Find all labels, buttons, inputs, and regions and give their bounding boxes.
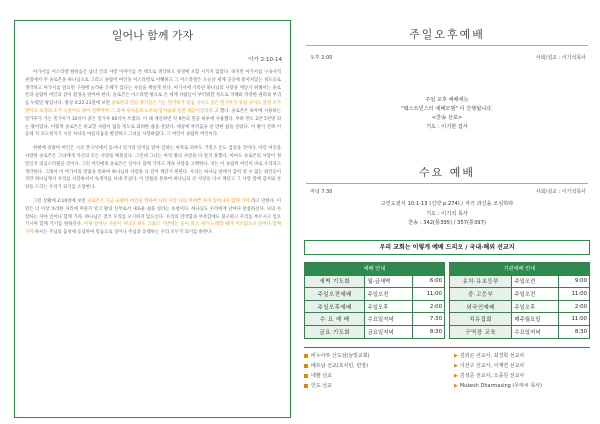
missionary-names-text: 김성준 선교사, 오종원 선교사 bbox=[459, 373, 525, 379]
schedule-time: 6:00 bbox=[413, 275, 445, 288]
wednesday-leader: 사회/설교 : 이기석목사 bbox=[535, 189, 586, 195]
schedule-row bbox=[450, 288, 590, 301]
missionary-names bbox=[454, 372, 524, 379]
schedule-detail: 금요일저녁 bbox=[365, 325, 413, 338]
afternoon-line-2: "웨스트민스터 예배모범" 이 진행됩니다. bbox=[401, 106, 493, 112]
missionary-names bbox=[454, 352, 524, 359]
sermon-text: 고 했다. 솔로몬은 하루에 사용하는 밀가루가 가는 밀가루가 30석이 굵은 밀가루 60석이 쓰였다. 이 때 계산하면 약 9톤의 밀을 하루에 사용했다. 부하 만도 2만 5천명 되는 왕이었다. 이렇게 솔로몬은 비교할 사람이 없을 정도로 화려한 삶을 살았다. 세상에 부러움을 살 만한 삶을 살았다. 이 왕이 전혀 이 동네 저 포도원지기 시골 처녀의 아름다움을 발견하고 그녀를 사랑하였다. 그 여인이 솔람미 여인이다. bbox=[25, 108, 281, 138]
schedule-detail: 주일오전 bbox=[365, 288, 413, 301]
arrow-icon: ▶ bbox=[454, 353, 458, 359]
missionary-names bbox=[454, 382, 542, 389]
schedule-time: 9:00 bbox=[559, 275, 590, 288]
afternoon-leader: 사회/설교 : 이기석목사 bbox=[535, 55, 586, 61]
schedule-detail: 수요일저녁 bbox=[365, 313, 413, 326]
schedule-row bbox=[305, 275, 445, 288]
sermon-paragraph bbox=[25, 69, 281, 139]
square-bullet-icon bbox=[304, 384, 308, 388]
mission-field bbox=[304, 372, 332, 379]
square-bullet-icon bbox=[304, 354, 308, 358]
schedule-row bbox=[305, 288, 445, 301]
sermon-paragraph bbox=[25, 145, 281, 192]
worship-schedule-header: 예배 안내 bbox=[305, 263, 445, 276]
schedule-label: 수 요 예 배 bbox=[305, 313, 365, 326]
schedule-time: 8:30 bbox=[559, 325, 590, 338]
sermon-paragraph bbox=[25, 198, 281, 237]
mission-row bbox=[304, 372, 590, 382]
sermon-body bbox=[25, 69, 281, 243]
schedule-row bbox=[305, 300, 445, 313]
afternoon-line-1: 주일 오후 예배에는 bbox=[425, 97, 469, 103]
schedule-row bbox=[450, 300, 590, 313]
schedule-detail: 주일오전 bbox=[512, 288, 559, 301]
schedule-label: 금요 기도회 bbox=[305, 325, 365, 338]
missionary-names-text: 이선구 선교사, 이재연 선교사 bbox=[459, 363, 525, 369]
square-bullet-icon bbox=[304, 364, 308, 368]
afternoon-time: 오후 2:00 bbox=[310, 55, 333, 61]
schedule-time: 11:00 bbox=[559, 288, 590, 301]
schedule-label: 새벽 기도회 bbox=[305, 275, 365, 288]
schedule-time: 2:00 bbox=[413, 300, 445, 313]
schedule-row bbox=[450, 325, 590, 338]
sermon-highlight: 이제 일어나 겨울이 지나고 비도 그쳤고 지면에는 꽃이 피고 새가 노래할 때가 이르렀으니 일어나 함께 가자 bbox=[25, 222, 281, 236]
schedule-time: 11:00 bbox=[413, 288, 445, 301]
schedule-row bbox=[305, 325, 445, 338]
worship-schedule-table bbox=[304, 262, 445, 339]
wednesday-title-rule bbox=[306, 183, 588, 184]
schedule-time: 8:30 bbox=[413, 325, 445, 338]
schedule-label: 유치·유초등부 bbox=[450, 275, 512, 288]
schedule-label: 치유집회 bbox=[450, 313, 512, 326]
schedule-time: 7:30 bbox=[413, 313, 445, 326]
schedule-detail: 주일오후 bbox=[512, 300, 559, 313]
wednesday-hymn: 찬송 : 342(통395) / 357(통397) bbox=[408, 220, 486, 226]
sermon-text: 그런 상황에 2:10절에 보면 bbox=[33, 198, 88, 204]
missionary-names-text: 김외곤 선교사, 최경희 선교사 bbox=[459, 353, 525, 359]
schedule-row bbox=[450, 275, 590, 288]
sermon-panel bbox=[14, 20, 291, 418]
sermon-highlight: 솔로몬의 일일 양식들은 가는 밀가루가 삼십 석이요 굵은 밀가루가 육십 석이요 살진 소가 열이요 초장의 소가 스물이요 양이 일백이며 그 외에 수사슴과 노루와 암사슴과 살진 새들이었더라 bbox=[25, 101, 281, 114]
schedule-label: 주일오후예배 bbox=[305, 300, 365, 313]
worship-info-banner: 우리 교회는 이렇게 예배 드리오 / 국내·해외 선교지 bbox=[304, 240, 590, 255]
afternoon-title: 주일오후예배 bbox=[409, 28, 485, 41]
mission-row bbox=[304, 382, 590, 392]
afternoon-title-rule bbox=[306, 45, 588, 46]
schedule-label: 중·고등부 bbox=[450, 288, 512, 301]
missions-list bbox=[304, 352, 590, 392]
mission-row bbox=[304, 362, 590, 372]
mission-field bbox=[304, 352, 370, 359]
afternoon-line-4: 기도 : 이기한 집사 bbox=[426, 124, 468, 130]
afternoon-line-3: <찬송 선포> bbox=[431, 115, 463, 121]
missions-divider bbox=[304, 347, 590, 348]
mission-field-name: 인도 선교 bbox=[311, 383, 332, 389]
schedule-time: 11:00 bbox=[559, 313, 590, 326]
mission-field-name: 네팔 선교 bbox=[311, 373, 332, 379]
schedule-label: 외국인예배 bbox=[450, 300, 512, 313]
schedule-label: 주일오전예배 bbox=[305, 288, 365, 301]
mission-field bbox=[304, 382, 332, 389]
sermon-text: 라고 말한다. 이 말은 더 이상 초라한 자리에 머물지 말고 왕의 신부로서 새로운 삶을 살라는 초청이다. 하나님도 우리에게 날마다 말씀하신다. 나의 사랑하는 자야 일어나 함께 가자. 하나님은 결코 우리를 포기하지 않으신다. 우리의 연약함과 부족함에도 불구하고 우리를 부르시고 일으키시며 함께 가기를 원하신다. bbox=[25, 198, 281, 228]
schedule-detail: 주일오전 bbox=[512, 275, 559, 288]
mission-field-name: 비누아투 산도섬(늘빛교회) bbox=[311, 353, 370, 359]
department-schedule-header: 기관예배 안내 bbox=[450, 263, 590, 276]
department-schedule-table bbox=[449, 262, 590, 339]
wednesday-prayer: 기도 : 이기석 목사 bbox=[426, 211, 468, 217]
schedule-detail: 월-금새벽 bbox=[365, 275, 413, 288]
schedule-detail: 수요일저녁 bbox=[512, 325, 559, 338]
sermon-reference: 아가 2:10-14 bbox=[248, 57, 282, 63]
mission-row bbox=[304, 352, 590, 362]
wednesday-scripture: 고린도전서 10:1-13 (신약 p.274) / 자기 과신을 조심하라 bbox=[380, 201, 514, 207]
missionary-names bbox=[454, 362, 524, 369]
schedule-label: 구역장 교육 bbox=[450, 325, 512, 338]
missionary-names-text: Mukesh Dharmasing (무마씨 목사) bbox=[459, 383, 543, 389]
sermon-text: 한편에 솔람미 여인은 시골 촌구석에서 동서나 일거리 먼지를 맡아 일하는 여자로 피부도 거칠고 손도 검었을 것이다. 이런 여인을 사랑한 솔로몬은 그녀에게 자신의 모든 사랑을 베풀었다. 그런데 그녀는 아직 왕의 사랑을 다 알지 못했다. 아마도 솔로몬의 사랑이 정말인지 의심스러웠을 것이다. 그런 여인에게 솔로몬은 일어나 함께 가자고 계속 사랑을 고백한다. 저는 이 솔람미 여인이 바로 우리라고 생각한다. 그래서 이 아가서의 말씀을 통하여 하나님의 사랑을 더 깊이 깨닫기 원한다. 우리는 하나님 앞에서 감히 설 수 없는 죄인들이지만 하나님께서 우리를 사랑하셔서 독생자를 보내 주셨다. 이 말씀을 통하여 하나님의 큰 사랑을 다시 깨닫고 그 사랑 앞에 감사와 찬양을 드리는 우리가 되기를 소망한다. bbox=[25, 146, 281, 191]
sermon-text: 하시는 주님의 음성에 응답하여 믿음으로 일어나 주님과 동행하는 우리 모두가 되기를 바란다. bbox=[33, 230, 213, 236]
schedule-detail: 주일오후 bbox=[365, 300, 413, 313]
sermon-highlight: 솔로몬은 지금 술람미 여인을 향하여 나의 사랑 나의 어여쁜 자야 일어나서 함께 가자 bbox=[87, 198, 250, 204]
schedule-row bbox=[305, 313, 445, 326]
sermon-title: 일어나 함께 가자 bbox=[111, 29, 194, 42]
wednesday-title: 수요 예배 bbox=[418, 166, 475, 179]
schedule-time: 2:00 bbox=[559, 300, 590, 313]
arrow-icon: ▶ bbox=[454, 363, 458, 369]
mission-field-name: 베트남 선교(호치민, 빈장) bbox=[311, 363, 368, 369]
schedule-row bbox=[450, 313, 590, 326]
wednesday-time: 저녁 7:30 bbox=[310, 189, 333, 195]
arrow-icon: ▶ bbox=[454, 383, 458, 389]
schedule-detail: 매주월요일 bbox=[512, 313, 559, 326]
arrow-icon: ▶ bbox=[454, 373, 458, 379]
mission-field bbox=[304, 362, 368, 369]
sermon-text: 아가서를 이스라엘 탈비숨은 남녀 간의 사랑 이야기를 쓴 책으로 생각하고 성경에 포함 시키지 않았다. 하지만 아가서를 구속사적 관점에서 주 솔로몬을 하나님으로 그리고 솔람미 여인을 이스라엘로 이해하고 그 이스라엘은 오늘날 세계 곳곳에 흩어져있는 성도들로 생각하고 아가서를 읽으면 구원에 놀라운 은혜가 있다는 사실을 깨달게 된다. 아가서에 기록된 하나님의 사랑을 깨닫기 위해서는 솔로몬과 술람미 여인과 같이 환경을 알아야 한다. 솔로몬은 이스라엘 왕으로 온 세계 사람들이 부러워할 정도로 지혜와 막강한 권력과 부귀를 누렸던 왕입니다. 왕상 4:22-23절에 보면 bbox=[25, 70, 281, 107]
square-bullet-icon bbox=[304, 374, 308, 378]
